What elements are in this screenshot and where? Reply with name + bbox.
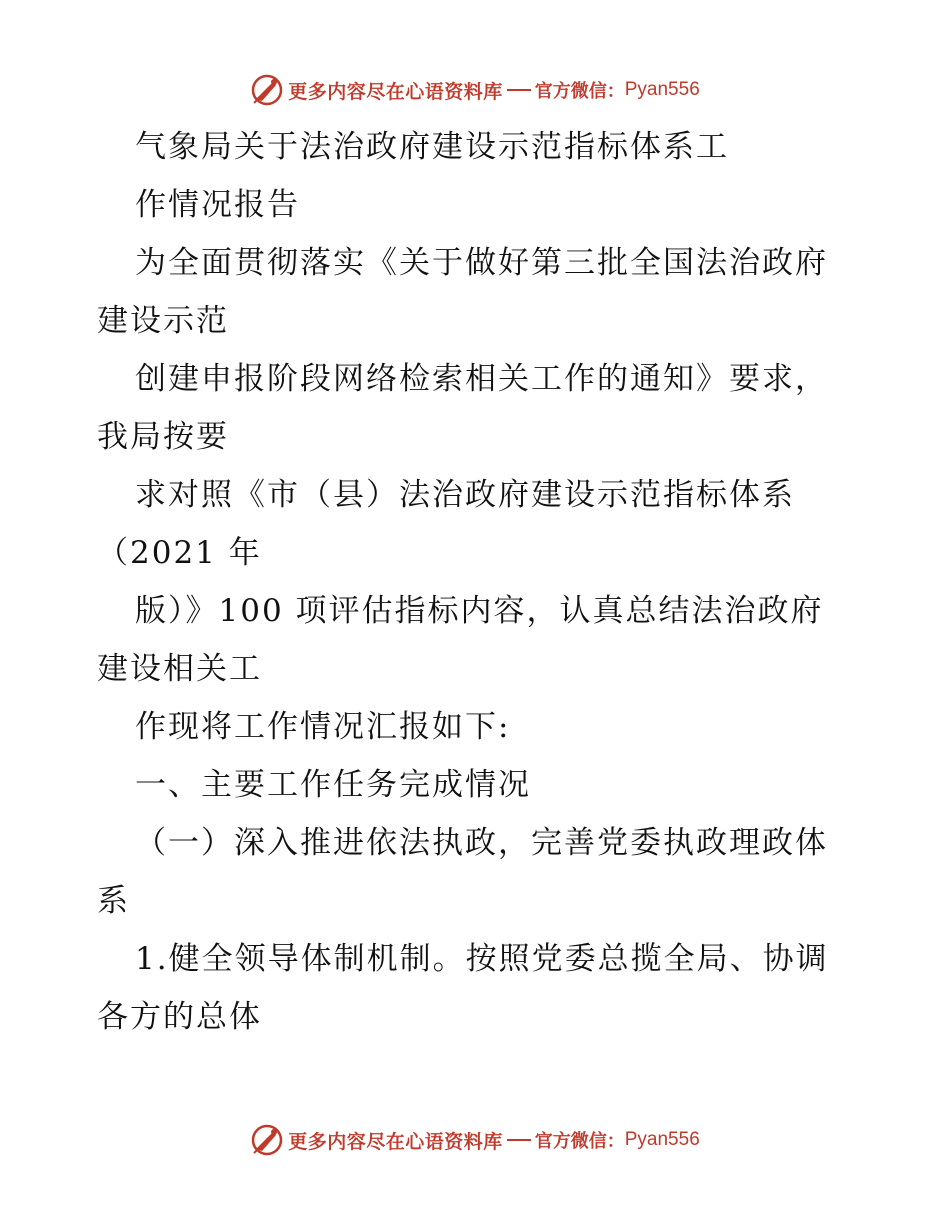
section-heading: 一、主要工作任务完成情况 [135,767,531,803]
watermark-sub-text: 官方微信： [534,1131,625,1152]
watermark-dash [507,1139,531,1141]
pen-logo-icon [250,73,284,107]
document-body [97,118,857,1046]
paragraph-line: 创建申报阶段网络检索相关工作的通知》要求， [135,361,828,397]
title-line-1: 气象局关于法治政府建设示范指标体系工 [135,129,729,165]
watermark-brand-text: 更多内容尽在心语资料库 [288,1130,503,1153]
watermark-sub-text: 官方微信： [534,81,625,102]
pen-logo-icon [250,1123,284,1157]
paragraph-line: （2021 年 [97,535,262,571]
paragraph-line: 作现将工作情况汇报如下: [135,709,511,745]
watermark-wechat-id: Pyan556 [624,1129,700,1150]
watermark-wechat-id: Pyan556 [624,79,700,100]
subsection-heading: （一）深入推进依法执政，完善党委执政理政体 [135,825,828,861]
paragraph-line: 1.健全领导体制机制。按照党委总揽全局、协调 [135,941,829,977]
subsection-heading-cont: 系 [97,883,130,919]
paragraph-line: 建设示范 [97,303,229,339]
header-watermark [0,70,950,110]
paragraph-line: 版）》100 项评估指标内容，认真总结法治政府 [135,593,824,629]
paragraph-line: 为全面贯彻落实《关于做好第三批全国法治政府 [135,245,828,281]
paragraph-line: 求对照《市（县）法治政府建设示范指标体系 [135,477,795,513]
footer-watermark [0,1120,950,1160]
watermark-dash [507,89,531,91]
paragraph-line: 各方的总体 [97,999,262,1035]
watermark-brand-text: 更多内容尽在心语资料库 [288,80,503,103]
paragraph-line: 建设相关工 [97,651,262,687]
title-line-2: 作情况报告 [135,187,300,223]
paragraph-line: 我局按要 [97,419,229,455]
